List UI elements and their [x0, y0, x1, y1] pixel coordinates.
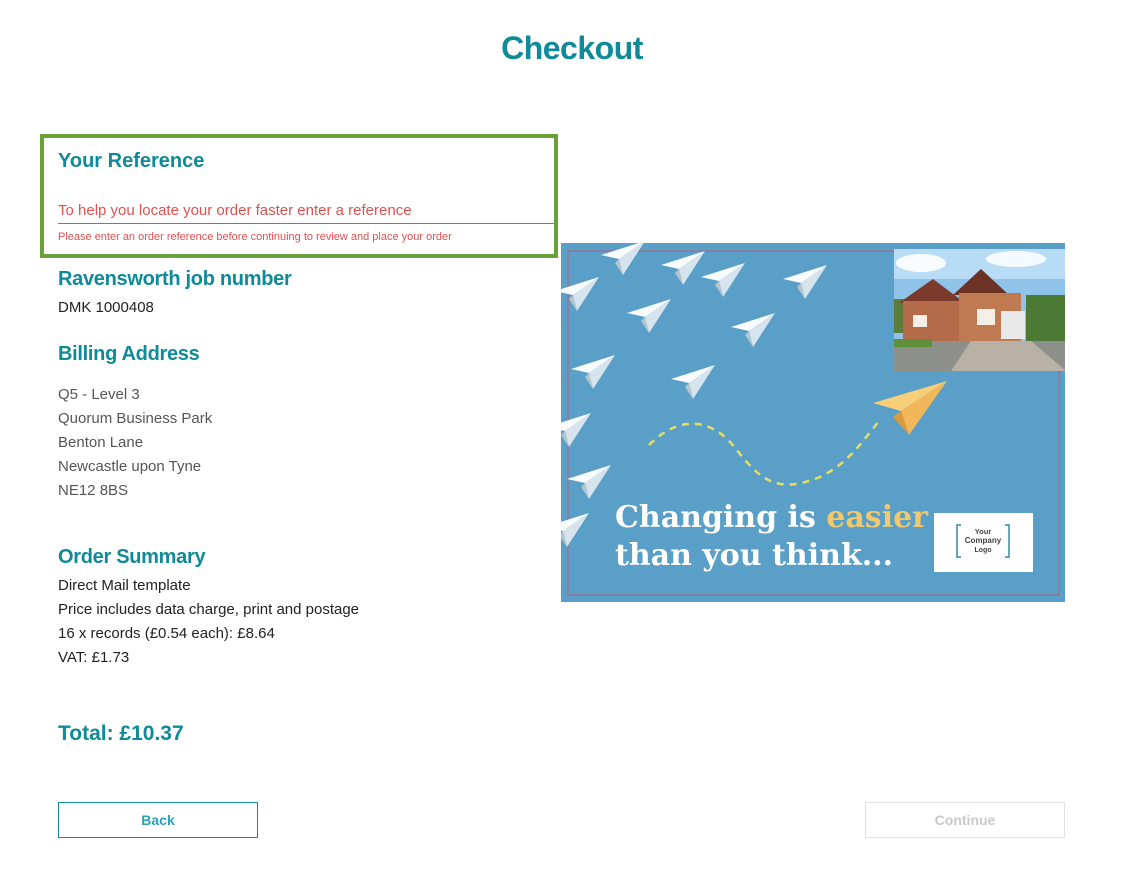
billing-address-line: NE12 8BS [58, 482, 129, 499]
preview-headline-line1 [615, 500, 929, 535]
house-photo [894, 249, 1065, 371]
order-summary-heading: Order Summary [58, 546, 206, 568]
order-summary-line: Direct Mail template [58, 577, 191, 594]
reference-error-message: Please enter an order reference before continuing to review and place your order [58, 231, 452, 243]
mailer-preview-artwork [561, 243, 1065, 602]
reference-heading: Your Reference [58, 150, 205, 172]
billing-address-line: Quorum Business Park [58, 410, 213, 427]
preview-headline-line2: than you think... [615, 538, 894, 573]
page-title: Checkout [501, 30, 643, 66]
billing-address-line: Q5 - Level 3 [58, 386, 140, 403]
billing-address-line: Benton Lane [58, 434, 144, 451]
preview-headline-part1: Changing is [615, 500, 827, 535]
job-number-heading: Ravensworth job number [58, 268, 292, 290]
company-logo-placeholder [934, 513, 1033, 572]
svg-text:Your: Your [974, 527, 992, 536]
job-number-value: DMK 1000408 [58, 299, 154, 316]
mailer-preview [561, 243, 1065, 602]
order-summary-line: Price includes data charge, print and postage [58, 601, 360, 618]
order-summary-line: VAT: £1.73 [58, 649, 130, 666]
svg-text:Logo: Logo [974, 547, 992, 554]
order-total: Total: £10.37 [58, 722, 184, 745]
billing-address-line: Newcastle upon Tyne [58, 458, 202, 475]
order-summary-line: 16 x records (£0.54 each): £8.64 [58, 625, 275, 642]
back-button[interactable]: Back [58, 802, 258, 838]
reference-section [40, 134, 558, 258]
continue-button[interactable]: Continue [865, 802, 1065, 838]
billing-address-heading: Billing Address [58, 343, 200, 365]
svg-text:Company: Company [964, 536, 1002, 545]
preview-headline-highlight: easier [826, 500, 928, 535]
reference-input[interactable] [58, 198, 554, 224]
